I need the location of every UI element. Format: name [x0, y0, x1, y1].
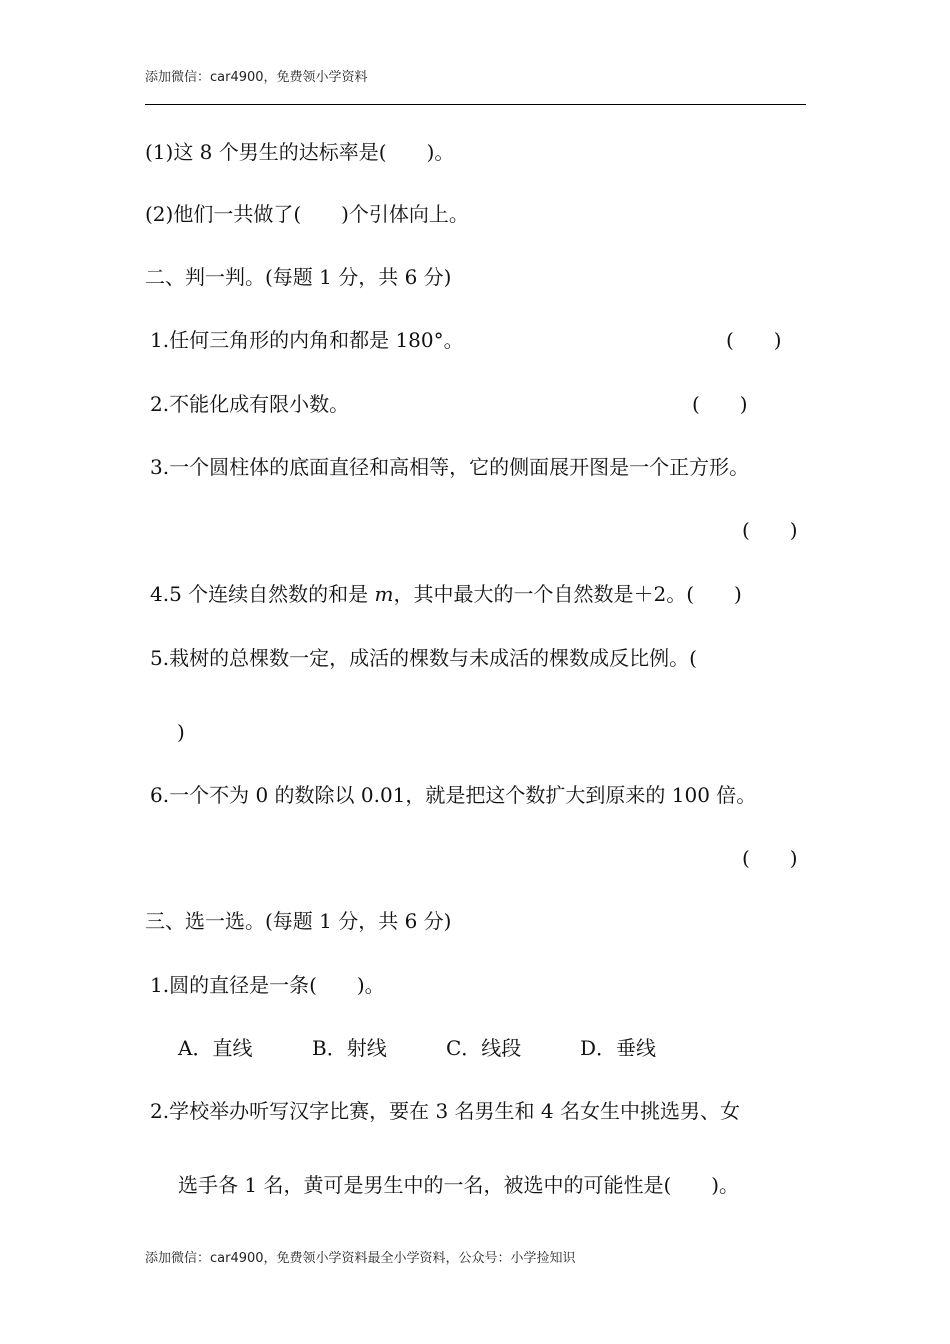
judge-item-1-answer-blank: ( ) [726, 328, 782, 352]
question-1-part-2: (2)他们一共做了( )个引体向上。 [145, 202, 469, 226]
judge-item-5-close-paren: ) [177, 720, 185, 744]
judge-item-6: 6.一个不为 0 的数除以 0.01，就是把这个数扩大到原来的 100 倍。 [150, 783, 757, 807]
judge-item-3: 3.一个圆柱体的底面直径和高相等，它的侧面展开图是一个正方形。 [150, 455, 750, 479]
choice-1-option-d: D．垂线 [580, 1036, 657, 1060]
choice-1-option-b: B．射线 [312, 1036, 387, 1060]
choice-1-option-a: A．直线 [178, 1036, 253, 1060]
judge-item-4-text-b: ，其中最大的一个自然数是＋2。( ) [393, 582, 742, 606]
judge-item-2: 2.不能化成有限小数。 [150, 392, 350, 416]
choice-item-1: 1.圆的直径是一条( )。 [150, 973, 385, 997]
judge-item-5: 5.栽树的总棵数一定，成活的棵数与未成活的棵数成反比例。( [150, 646, 697, 670]
judge-item-4 [150, 584, 742, 604]
judge-item-4-variable: m [374, 582, 394, 606]
judge-item-2-answer-blank: ( ) [692, 392, 748, 416]
page-header: 添加微信：car4900，免费领小学资料 [145, 70, 368, 85]
section-2-title: 二、判一判。(每题 1 分，共 6 分) [145, 265, 452, 289]
judge-item-4-text-a: 4.5 个连续自然数的和是 [150, 582, 375, 606]
judge-item-3-answer-blank: ( ) [742, 518, 798, 542]
choice-1-option-c: C．线段 [446, 1036, 522, 1060]
question-1-part-1: (1)这 8 个男生的达标率是( )。 [145, 140, 455, 164]
judge-item-6-answer-blank: ( ) [742, 846, 798, 870]
header-divider [145, 104, 806, 105]
choice-item-2: 2.学校举办听写汉字比赛，要在 3 名男生和 4 名女生中挑选男、女 [150, 1099, 740, 1123]
choice-item-2-continued: 选手各 1 名，黄可是男生中的一名，被选中的可能性是( )。 [178, 1173, 740, 1197]
section-3-title: 三、选一选。(每题 1 分，共 6 分) [145, 909, 452, 933]
judge-item-1: 1.任何三角形的内角和都是 180°。 [150, 328, 464, 352]
page-footer: 添加微信：car4900，免费领小学资料最全小学资料，公众号：小学捡知识 [145, 1251, 576, 1266]
